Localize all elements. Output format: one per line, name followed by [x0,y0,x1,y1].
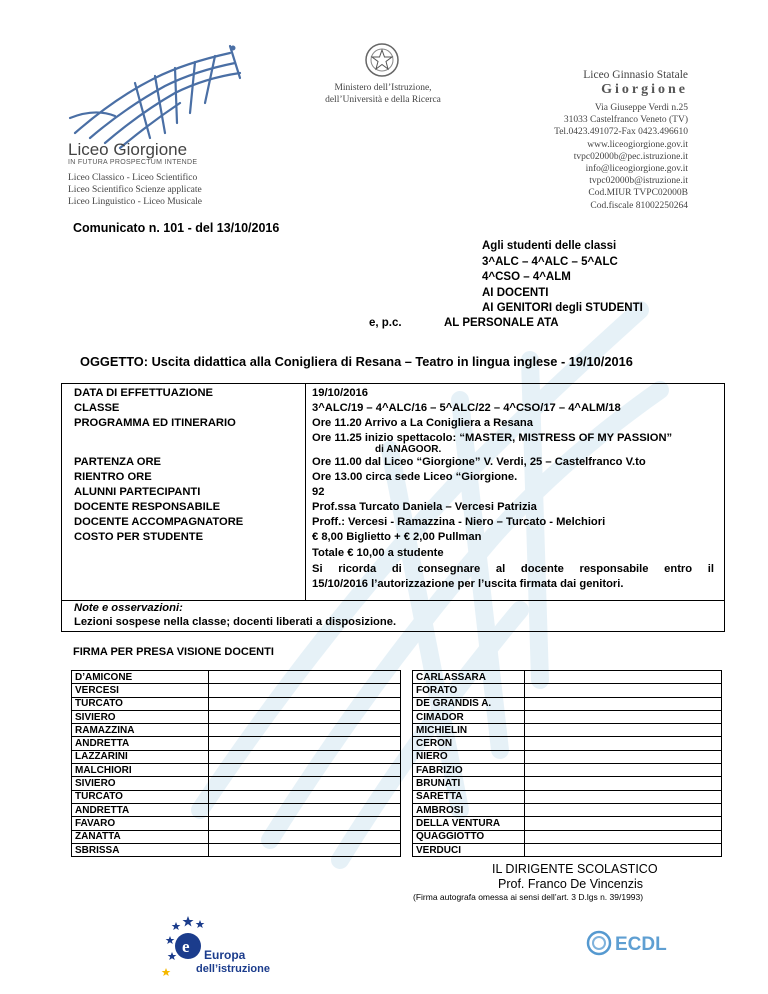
signature-section-title: FIRMA PER PRESA VISIONE DOCENTI [73,646,274,658]
signature-cell[interactable] [209,671,401,684]
signature-cell[interactable] [525,777,722,790]
signature-cell[interactable] [525,710,722,723]
course-line: Liceo Linguistico - Liceo Musicale [68,197,203,207]
comunicato-number: Comunicato n. 101 - del 13/10/2016 [73,221,280,235]
principal-title: IL DIRIGENTE SCOLASTICO [492,862,658,876]
europa-logo-subtitle: dell’istruzione [196,963,270,975]
teacher-name: ZANATTA [72,830,209,843]
email-link[interactable]: tvpc02000b@istruzione.it [589,176,688,187]
label-cost: COSTO PER STUDENTE [74,531,204,543]
signature-cell[interactable] [209,830,401,843]
teacher-name: SIVIERO [72,710,209,723]
teacher-name: MALCHIORI [72,764,209,777]
epc-label: e, p.c. [369,317,402,329]
teacher-name: FABRIZIO [413,764,525,777]
address-line: 31033 Castelfranco Veneto (TV) [563,115,688,126]
website-link[interactable]: www.liceogiorgione.gov.it [587,139,688,150]
signature-row [72,817,401,830]
signature-row [413,817,722,830]
signature-row [72,790,401,803]
course-line: Liceo Classico - Liceo Scientifico [68,173,198,183]
value-students: 92 [312,486,325,498]
teacher-name: RAMAZZINA [72,724,209,737]
recipient-line: 4^CSO – 4^ALM [482,271,571,283]
pec-email-link[interactable]: tvpc02000b@pec.istruzione.it [573,151,688,162]
label-date: DATA DI EFFETTUAZIONE [74,387,214,399]
epc-recipient: AL PERSONALE ATA [444,317,559,329]
signature-cell[interactable] [209,803,401,816]
ecdl-text: ECDL [615,934,667,955]
signature-row [413,737,722,750]
signature-cell[interactable] [209,737,401,750]
signature-row [413,671,722,684]
teacher-name: FAVARO [72,817,209,830]
subject-line: OGGETTO: Uscita didattica alla Conigliera di Resana – Teatro in lingua inglese - 19/10/2016 [80,354,633,369]
italian-republic-emblem-icon [362,40,402,80]
ministry-name [300,82,466,106]
school-type: Liceo Ginnasio Statale [583,69,688,81]
notes-title: Note e osservazioni: [74,602,183,614]
signature-row [413,790,722,803]
value-accompanying: Proff.: Vercesi - Ramazzina - Niero – Turcato - Melchiori [312,516,606,528]
value-cost: € 8,00 Biglietto + € 2,00 Pullman [312,531,482,543]
signature-row [72,803,401,816]
signature-row [72,777,401,790]
signature-cell[interactable] [525,790,722,803]
signature-cell[interactable] [525,697,722,710]
signature-cell[interactable] [209,817,401,830]
teacher-name: AMBROSI [413,803,525,816]
signature-row [72,684,401,697]
teachers-signature-table-right [412,670,722,857]
signature-cell[interactable] [525,684,722,697]
value-responsible: Prof.ssa Turcato Daniela – Vercesi Patrizia [312,501,537,513]
value-program-company: di ANAGOOR. [375,444,442,455]
signature-cell[interactable] [525,817,722,830]
signature-cell[interactable] [525,843,722,856]
logo-name: Liceo Giorgione [68,140,188,159]
signature-row [72,830,401,843]
signature-cell[interactable] [209,777,401,790]
address-line: Cod.MIUR TVPC02000B [588,188,688,199]
recipient-line: AI GENITORI degli STUDENTI [482,302,643,314]
signature-cell[interactable] [525,764,722,777]
label-return: RIENTRO ORE [74,471,152,483]
signature-cell[interactable] [525,750,722,763]
signature-row [413,697,722,710]
teacher-name: MICHIELIN [413,724,525,737]
teacher-name: DE GRANDIS A. [413,697,525,710]
info-email-link[interactable]: info@liceogiorgione.gov.it [585,164,688,175]
label-responsible: DOCENTE RESPONSABILE [74,501,221,513]
address-line: Cod.fiscale 81002250264 [590,200,688,211]
value-reminder: Si ricorda di consegnare al docente responsabile entro il [312,563,714,575]
teacher-name: VERDUCI [413,843,525,856]
europa-istruzione-logo [158,912,270,980]
signature-row [72,697,401,710]
signature-row [72,724,401,737]
signature-cell[interactable] [209,684,401,697]
signature-cell[interactable] [525,803,722,816]
signature-row [413,830,722,843]
teacher-name: SARETTA [413,790,525,803]
value-return: Ore 13.00 circa sede Liceo “Giorgione. [312,471,518,483]
teacher-name: CERON [413,737,525,750]
signature-cell[interactable] [525,737,722,750]
table-divider [305,383,306,601]
europa-logo-title: Europa [204,948,246,962]
value-reminder-deadline: 15/10/2016 l’autorizzazione per l’uscita firmata dai genitori. [312,578,624,590]
ecdl-logo [575,925,685,961]
signature-cell[interactable] [209,697,401,710]
teacher-name: FORATO [413,684,525,697]
signature-row [72,750,401,763]
label-class: CLASSE [74,402,120,414]
europa-logo-letter: e [182,937,190,956]
label-accompanying: DOCENTE ACCOMPAGNATORE [74,516,244,528]
signature-row [413,777,722,790]
signature-cell[interactable] [525,724,722,737]
signature-row [72,764,401,777]
signature-row [413,843,722,856]
teacher-name: ANDRETTA [72,803,209,816]
signature-row [72,710,401,723]
recipient-line: Agli studenti delle classi [482,240,617,252]
address-line: Tel.0423.491072-Fax 0423.496610 [554,127,688,138]
signature-row [72,737,401,750]
signature-row [413,710,722,723]
signature-row [72,671,401,684]
value-date: 19/10/2016 [312,387,368,399]
teacher-name: DELLA VENTURA [413,817,525,830]
signature-row [413,750,722,763]
principal-name: Prof. Franco De Vincenzis [498,877,643,891]
teacher-name: BRUNATI [413,777,525,790]
teacher-name: LAZZARINI [72,750,209,763]
value-departure: Ore 11.00 dal Liceo “Giorgione” V. Verdi, 25 – Castelfranco V.to [312,456,646,468]
recipient-line: AI DOCENTI [482,286,549,299]
course-line: Liceo Scientifico Scienze applicate [68,185,202,195]
recipients-list [482,239,643,317]
label-program: PROGRAMMA ED ITINERARIO [74,417,236,429]
school-name: Giorgione [601,82,688,97]
signature-cell[interactable] [525,830,722,843]
recipient-line: 3^ALC – 4^ALC – 5^ALC [482,255,618,268]
signature-cell[interactable] [525,671,722,684]
teacher-name: SIVIERO [72,777,209,790]
teacher-name: SBRISSA [72,843,209,856]
teacher-name: TURCATO [72,790,209,803]
teacher-name: D’AMICONE [72,671,209,684]
signature-cell[interactable] [209,843,401,856]
value-program-show: Ore 11.25 inizio spettacolo: “MASTER, MISTRESS OF MY PASSION” [312,432,673,444]
address-line: Via Giuseppe Verdi n.25 [594,103,688,113]
value-classes: 3^ALC/19 – 4^ALC/16 – 5^ALC/22 – 4^CSO/17 – 4^ALM/18 [312,402,621,414]
school-contact-block [554,69,688,212]
label-departure: PARTENZA ORE [74,456,162,468]
teachers-signature-table-left [71,670,401,857]
teacher-name: ANDRETTA [72,737,209,750]
signature-note: (Firma autografa omessa ai sensi dell’art. 3 D.lgs n. 39/1993) [413,892,644,902]
logo-motto: IN FUTURA PROSPECTUM INTENDE [68,159,198,166]
ministry-line: dell’Università e della Ricerca [325,95,441,105]
teacher-name: VERCESI [72,684,209,697]
label-students: ALUNNI PARTECIPANTI [74,486,201,498]
teacher-name: TURCATO [72,697,209,710]
notes-text: Lezioni sospese nella classe; docenti liberati a disposizione. [74,616,397,628]
value-program-arrival: Ore 11.20 Arrivo a La Conigliera a Resana [312,417,533,429]
signature-cell[interactable] [209,724,401,737]
teacher-name: CARLASSARA [413,671,525,684]
signature-row [413,764,722,777]
signature-cell[interactable] [209,764,401,777]
signature-cell[interactable] [209,710,401,723]
signature-cell[interactable] [209,750,401,763]
teacher-name: CIMADOR [413,710,525,723]
teacher-name: NIERO [413,750,525,763]
value-total: Totale € 10,00 a studente [312,547,444,559]
ministry-line: Ministero dell’Istruzione, [334,83,432,93]
teacher-name: QUAGGIOTTO [413,830,525,843]
signature-row [413,724,722,737]
signature-row [413,803,722,816]
signature-row [413,684,722,697]
signature-row [72,843,401,856]
signature-cell[interactable] [209,790,401,803]
